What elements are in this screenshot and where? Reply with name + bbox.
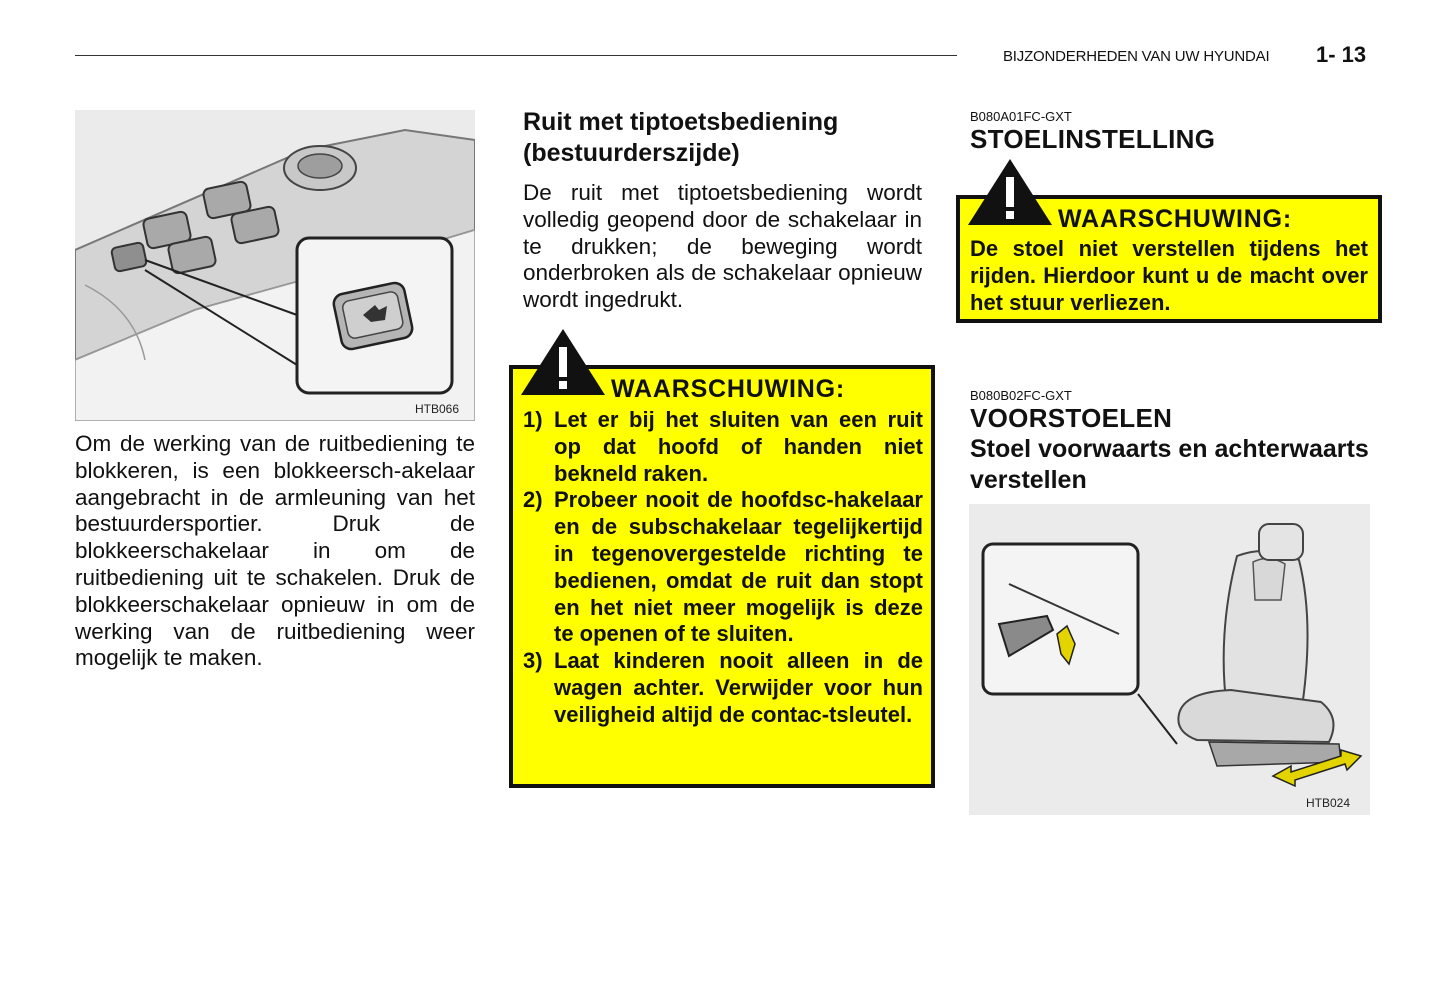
window-switch-illustration	[75, 110, 475, 421]
section-heading: Ruit met tiptoetsbediening (bestuurderszijde)	[523, 108, 839, 167]
page-number: 1- 13	[1316, 42, 1367, 67]
warning-title: WAARSCHUWING:	[1058, 205, 1292, 233]
warning-list	[523, 407, 923, 729]
warning-box	[509, 365, 935, 788]
seat-adjust-figure	[969, 504, 1370, 815]
section-heading: VOORSTOELEN	[970, 403, 1173, 433]
middle-paragraph: De ruit met tiptoetsbediening wordt volledig geopend door de schakelaar in te drukken; de beweging wordt onderbroken als de schakelaar opnieuw wordt ingedrukt.	[523, 180, 922, 313]
list-item	[523, 648, 923, 728]
warning-title: WAARSCHUWING:	[611, 375, 845, 403]
list-item-number: 1)	[523, 407, 543, 432]
left-paragraph: Om de werking van de ruitbediening te blokkeren, is een blokkeersch-akelaar aangebracht in de armleuning van het bestuurdersportier. Druk de blokkeerschakelaar in om de ruitbediening uit te schakelen. Druk de blokkeerschakelaar opnieuw in om de werking van de ruitbediening weer mogelijk te maken.	[75, 431, 475, 671]
list-item-text: Laat kinderen nooit alleen in de wagen achter. Verwijder voor hun veiligheid altijd de contac-tsleutel.	[554, 648, 923, 727]
window-switch-figure	[75, 110, 475, 421]
section-code: B080A01FC-GXT	[970, 109, 1072, 124]
warning-triangle-icon	[521, 329, 605, 395]
list-item-number: 3)	[523, 648, 543, 674]
seat-illustration	[969, 504, 1370, 815]
list-item-text: Probeer nooit de hoofdsc-hakelaar en de subschakelaar tegelijkertijd in tegenovergestelde richting te bedienen, omdat de ruit dan stopt en het niet meer mogelijk is deze te openen of te sluiten.	[554, 487, 923, 647]
section-subheading: Stoel voorwaarts en achterwaarts verstellen	[970, 435, 1369, 494]
running-header-title: BIJZONDERHEDEN VAN UW HYUNDAI	[1003, 48, 1270, 65]
section-heading: STOELINSTELLING	[970, 124, 1216, 154]
figure-code: HTB066	[415, 402, 460, 416]
list-item-text: Let er bij het sluiten van een ruit op dat hoofd of handen niet bekneld raken.	[554, 407, 923, 486]
warning-triangle-icon	[968, 159, 1052, 225]
list-item-number: 2)	[523, 487, 543, 513]
list-item	[523, 407, 923, 487]
section-code: B080B02FC-GXT	[970, 388, 1072, 403]
warning-box	[956, 195, 1382, 323]
figure-code: HTB024	[1306, 796, 1351, 810]
warning-text: De stoel niet verstellen tijdens het rijden. Hierdoor kunt u de macht over het stuur verliezen.	[970, 236, 1368, 315]
header-rule	[75, 55, 957, 56]
list-item	[523, 487, 923, 648]
